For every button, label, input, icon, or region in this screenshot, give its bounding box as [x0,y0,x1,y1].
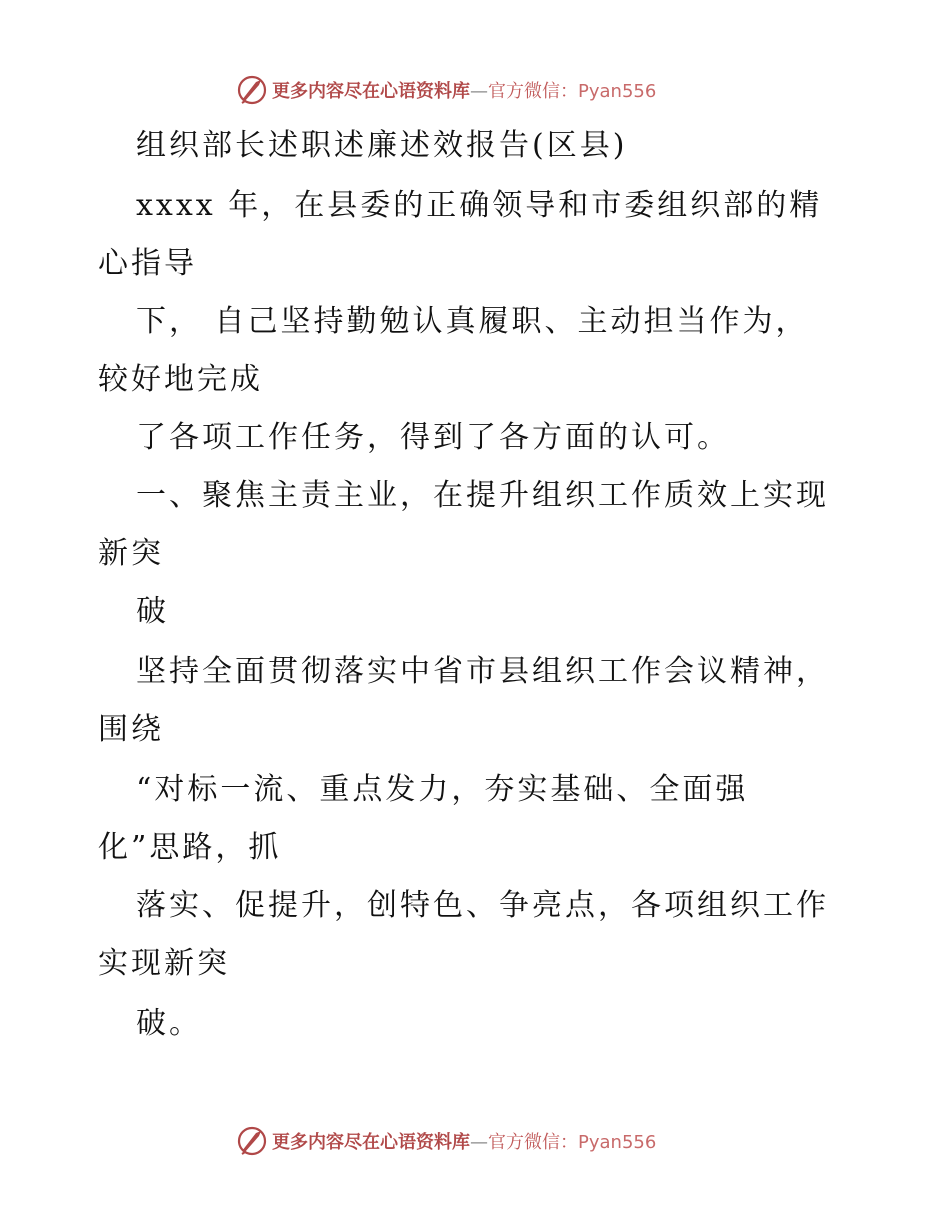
banner-wechat-label: 官方微信： [488,81,578,102]
banner-main-text: 更多内容尽在心语资料库 [272,1132,470,1153]
paragraph-line: 了各项工作任务，得到了各方面的认可。 [136,420,730,455]
paragraph-line: 坚持全面贯彻落实中省市县组织工作会议精神， [136,654,829,689]
banner-wechat-id: Pyan556 [578,81,657,102]
document-title: 组织部长述职述廉述效报告(区县) [136,128,628,163]
quill-pen-logo-icon [236,1125,268,1157]
paragraph-line: 心指导 [98,246,197,281]
banner-wechat-id: Pyan556 [578,1132,657,1153]
paragraph-line: 围绕 [98,712,164,747]
banner-main-text: 更多内容尽在心语资料库 [272,81,470,102]
paragraph-line: “对标一流、重点发力，夯实基础、全面强 [136,772,749,807]
paragraph-line: xxxx 年，在县委的正确领导和市委组织部的精 [136,188,823,223]
section-heading-cont: 破 [136,594,169,629]
banner-wechat-label: 官方微信： [488,1132,578,1153]
paragraph-line: 化”思路，抓 [98,830,282,865]
banner-dash: — [470,81,488,102]
paragraph-line: 较好地完成 [98,362,263,397]
header-banner-text [272,77,656,103]
header-banner [236,72,656,108]
paragraph-line: 落实、促提升，创特色、争亮点，各项组织工作 [136,888,829,923]
footer-banner-text [272,1128,656,1154]
footer-banner [236,1123,656,1159]
paragraph-line: 下， 自己坚持勤勉认真履职、主动担当作为， [136,304,809,339]
banner-dash: — [470,1132,488,1153]
paragraph-line: 实现新突 [98,946,230,981]
section-heading: 一、聚焦主责主业，在提升组织工作质效上实现 [136,478,829,513]
paragraph-line: 破。 [136,1006,202,1041]
section-heading-cont: 新突 [98,536,164,571]
quill-pen-logo-icon [236,74,268,106]
